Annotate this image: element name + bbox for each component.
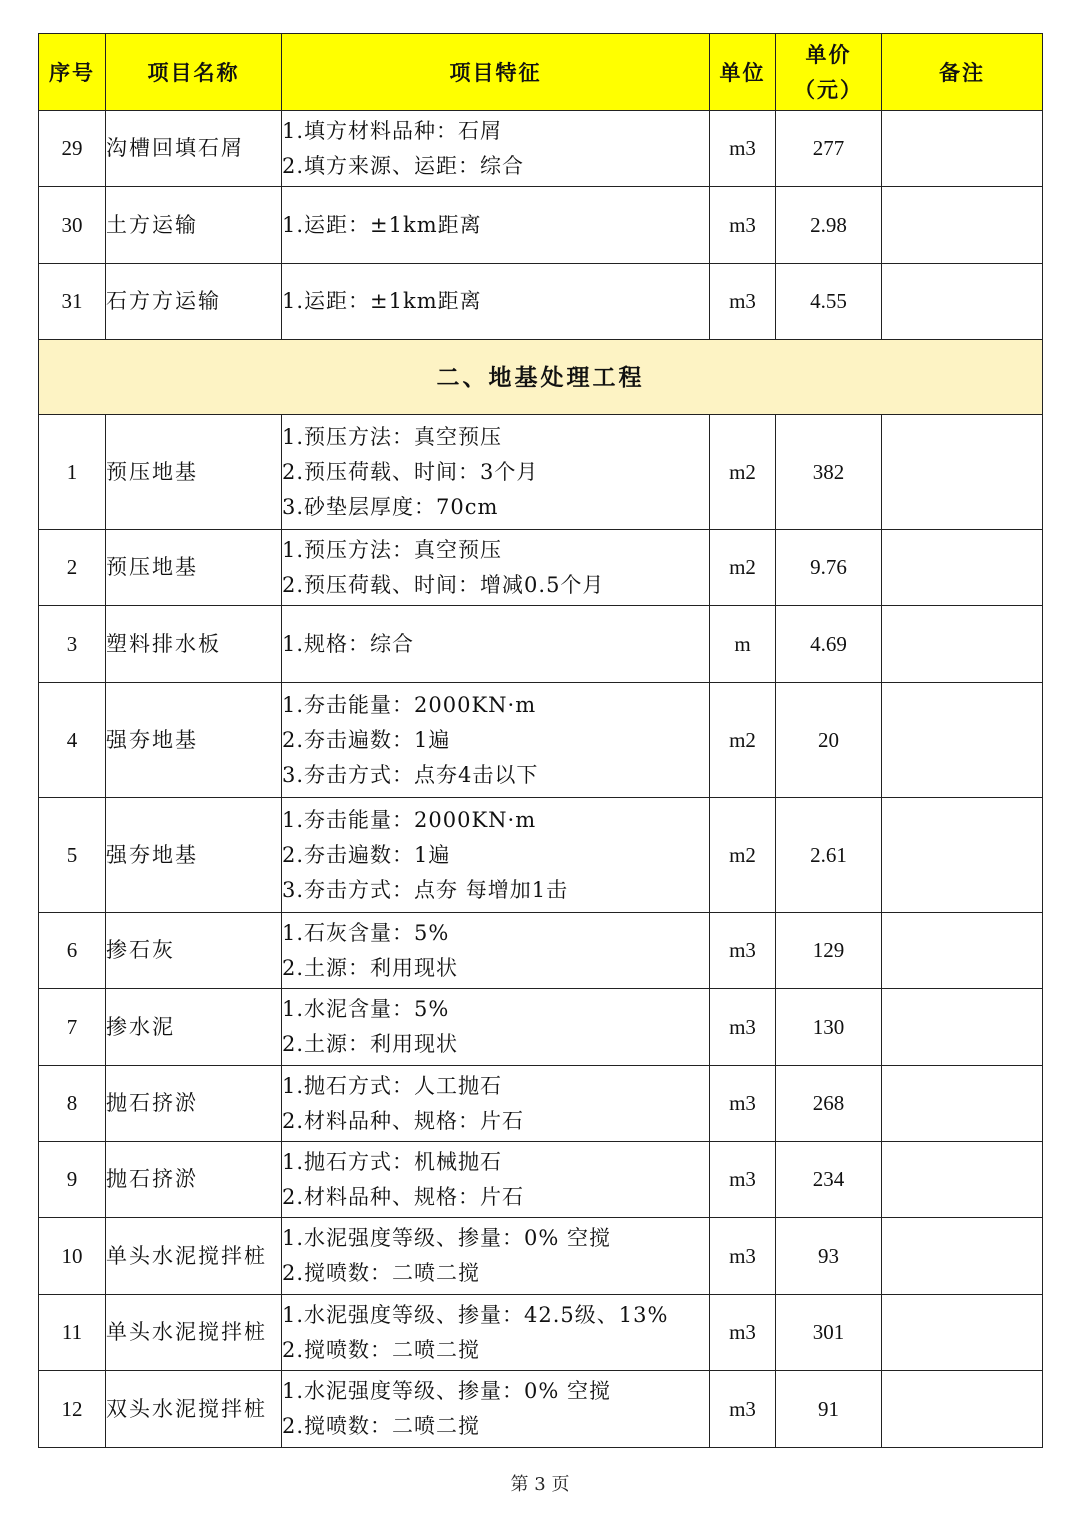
item-note xyxy=(882,264,1043,340)
row-number: 10 xyxy=(39,1218,106,1295)
item-features xyxy=(282,1066,710,1142)
row-number: 4 xyxy=(39,683,106,798)
item-name: 石方方运输 xyxy=(106,264,282,340)
item-price: 2.98 xyxy=(776,187,882,264)
feature-line: 1.夯击能量：2000KN·m xyxy=(282,692,537,717)
item-name: 单头水泥搅拌桩 xyxy=(106,1295,282,1371)
row-number: 11 xyxy=(39,1295,106,1371)
feature-line: 2.材料品种、规格：片石 xyxy=(282,1108,525,1133)
item-note xyxy=(882,606,1043,683)
feature-line: 1.水泥含量：5% xyxy=(282,997,450,1021)
item-unit: m2 xyxy=(710,530,776,606)
row-number: 29 xyxy=(39,111,106,187)
item-unit: m3 xyxy=(710,1295,776,1371)
table-row xyxy=(39,798,1043,913)
item-price: 9.76 xyxy=(776,530,882,606)
item-unit: m3 xyxy=(710,1218,776,1295)
table-header-row xyxy=(39,34,1043,111)
feature-line: 3.夯击方式：点夯 每增加1击 xyxy=(282,877,569,902)
item-features xyxy=(282,264,710,340)
item-price: 382 xyxy=(776,415,882,530)
item-name: 掺水泥 xyxy=(106,989,282,1066)
feature-line: 2.填方来源、运距：综合 xyxy=(282,153,525,178)
item-features xyxy=(282,111,710,187)
feature-line: 2.材料品种、规格：片石 xyxy=(282,1184,525,1209)
item-features xyxy=(282,913,710,989)
item-note xyxy=(882,1142,1043,1218)
feature-line: 1.夯击能量：2000KN·m xyxy=(282,807,537,832)
item-features xyxy=(282,1295,710,1371)
item-note xyxy=(882,913,1043,989)
row-number: 6 xyxy=(39,913,106,989)
section-row xyxy=(39,340,1043,415)
item-features xyxy=(282,606,710,683)
feature-line: 1.石灰含量：5% xyxy=(282,920,450,945)
feature-line: 3.夯击方式：点夯4击以下 xyxy=(282,762,539,787)
table-row xyxy=(39,530,1043,606)
table-row xyxy=(39,1066,1043,1142)
item-name: 单头水泥搅拌桩 xyxy=(106,1218,282,1295)
row-number: 7 xyxy=(39,989,106,1066)
feature-line: 1.抛石方式：人工抛石 xyxy=(282,1073,503,1098)
feature-line: 1.水泥强度等级、掺量：0% 空搅 xyxy=(282,1379,612,1403)
item-price: 2.61 xyxy=(776,798,882,913)
header-feature: 项目特征 xyxy=(282,34,710,111)
feature-line: 2.预压荷载、时间：3个月 xyxy=(282,459,539,484)
feature-line: 2.夯击遍数：1遍 xyxy=(282,842,451,867)
table-row xyxy=(39,1142,1043,1218)
feature-line: 1.填方材料品种：石屑 xyxy=(282,118,503,143)
item-name: 抛石挤淤 xyxy=(106,1142,282,1218)
item-features xyxy=(282,1142,710,1218)
item-note xyxy=(882,187,1043,264)
item-price: 93 xyxy=(776,1218,882,1295)
item-note xyxy=(882,530,1043,606)
row-number: 1 xyxy=(39,415,106,530)
page-number: 第 3 页 xyxy=(510,1474,570,1495)
section-title: 二、地基处理工程 xyxy=(39,340,1043,415)
row-number: 5 xyxy=(39,798,106,913)
item-name: 强夯地基 xyxy=(106,798,282,913)
item-features xyxy=(282,1371,710,1448)
item-note xyxy=(882,1371,1043,1448)
item-name: 预压地基 xyxy=(106,530,282,606)
item-features xyxy=(282,798,710,913)
row-number: 12 xyxy=(39,1371,106,1448)
row-number: 30 xyxy=(39,187,106,264)
item-features xyxy=(282,415,710,530)
header-price: 单价 （元） xyxy=(776,34,882,111)
item-price: 301 xyxy=(776,1295,882,1371)
item-note xyxy=(882,1295,1043,1371)
header-note: 备注 xyxy=(882,34,1043,111)
feature-line: 1.水泥强度等级、掺量：0% 空搅 xyxy=(282,1226,612,1250)
row-number: 3 xyxy=(39,606,106,683)
item-price: 20 xyxy=(776,683,882,798)
row-number: 31 xyxy=(39,264,106,340)
item-features xyxy=(282,1218,710,1295)
item-features xyxy=(282,530,710,606)
item-price: 4.69 xyxy=(776,606,882,683)
feature-line: 2.夯击遍数：1遍 xyxy=(282,727,451,752)
feature-line: 2.土源：利用现状 xyxy=(282,1032,459,1056)
table-row xyxy=(39,1295,1043,1371)
feature-line: 2.搅喷数：二喷二搅 xyxy=(282,1337,481,1362)
item-features xyxy=(282,683,710,798)
item-unit: m3 xyxy=(710,187,776,264)
item-note xyxy=(882,798,1043,913)
item-unit: m3 xyxy=(710,264,776,340)
table-row xyxy=(39,683,1043,798)
item-note xyxy=(882,1066,1043,1142)
item-features xyxy=(282,989,710,1066)
item-price: 129 xyxy=(776,913,882,989)
feature-line: 1.运距：±1km距离 xyxy=(282,289,482,313)
item-note xyxy=(882,989,1043,1066)
item-price: 234 xyxy=(776,1142,882,1218)
item-name: 抛石挤淤 xyxy=(106,1066,282,1142)
row-number: 2 xyxy=(39,530,106,606)
item-unit: m2 xyxy=(710,683,776,798)
item-price: 91 xyxy=(776,1371,882,1448)
feature-line: 1.运距：±1km距离 xyxy=(282,212,482,237)
item-name: 预压地基 xyxy=(106,415,282,530)
table-row xyxy=(39,913,1043,989)
price-table xyxy=(38,33,1043,1448)
header-name: 项目名称 xyxy=(106,34,282,111)
header-no: 序号 xyxy=(39,34,106,111)
item-name: 掺石灰 xyxy=(106,913,282,989)
row-number: 9 xyxy=(39,1142,106,1218)
item-name: 强夯地基 xyxy=(106,683,282,798)
item-note xyxy=(882,415,1043,530)
header-unit: 单位 xyxy=(710,34,776,111)
table-row xyxy=(39,606,1043,683)
item-price: 268 xyxy=(776,1066,882,1142)
feature-line: 3.砂垫层厚度：70cm xyxy=(282,494,499,519)
item-name: 塑料排水板 xyxy=(106,606,282,683)
row-number: 8 xyxy=(39,1066,106,1142)
table-row xyxy=(39,989,1043,1066)
item-price: 130 xyxy=(776,989,882,1066)
item-unit: m2 xyxy=(710,798,776,913)
item-features xyxy=(282,187,710,264)
table-row xyxy=(39,264,1043,340)
item-unit: m3 xyxy=(710,1142,776,1218)
item-note xyxy=(882,683,1043,798)
feature-line: 2.搅喷数：二喷二搅 xyxy=(282,1414,481,1438)
table-row xyxy=(39,415,1043,530)
item-name: 土方运输 xyxy=(106,187,282,264)
item-unit: m3 xyxy=(710,913,776,989)
feature-line: 2.预压荷载、时间：增减0.5个月 xyxy=(282,572,605,597)
item-unit: m3 xyxy=(710,989,776,1066)
item-price: 277 xyxy=(776,111,882,187)
item-unit: m3 xyxy=(710,1371,776,1448)
table-row xyxy=(39,1218,1043,1295)
feature-line: 1.规格：综合 xyxy=(282,631,415,656)
item-unit: m2 xyxy=(710,415,776,530)
item-note xyxy=(882,111,1043,187)
feature-line: 1.预压方法：真空预压 xyxy=(282,424,503,449)
feature-line: 2.土源：利用现状 xyxy=(282,955,459,980)
table-row xyxy=(39,1371,1043,1448)
table-row xyxy=(39,187,1043,264)
item-name: 沟槽回填石屑 xyxy=(106,111,282,187)
item-unit: m3 xyxy=(710,111,776,187)
item-price: 4.55 xyxy=(776,264,882,340)
feature-line: 1.预压方法：真空预压 xyxy=(282,537,503,562)
feature-line: 1.水泥强度等级、掺量：42.5级、13% xyxy=(282,1302,669,1327)
item-unit: m xyxy=(710,606,776,683)
item-name: 双头水泥搅拌桩 xyxy=(106,1371,282,1448)
feature-line: 2.搅喷数：二喷二搅 xyxy=(282,1261,481,1285)
item-note xyxy=(882,1218,1043,1295)
table-row xyxy=(39,111,1043,187)
item-unit: m3 xyxy=(710,1066,776,1142)
feature-line: 1.抛石方式：机械抛石 xyxy=(282,1149,503,1174)
